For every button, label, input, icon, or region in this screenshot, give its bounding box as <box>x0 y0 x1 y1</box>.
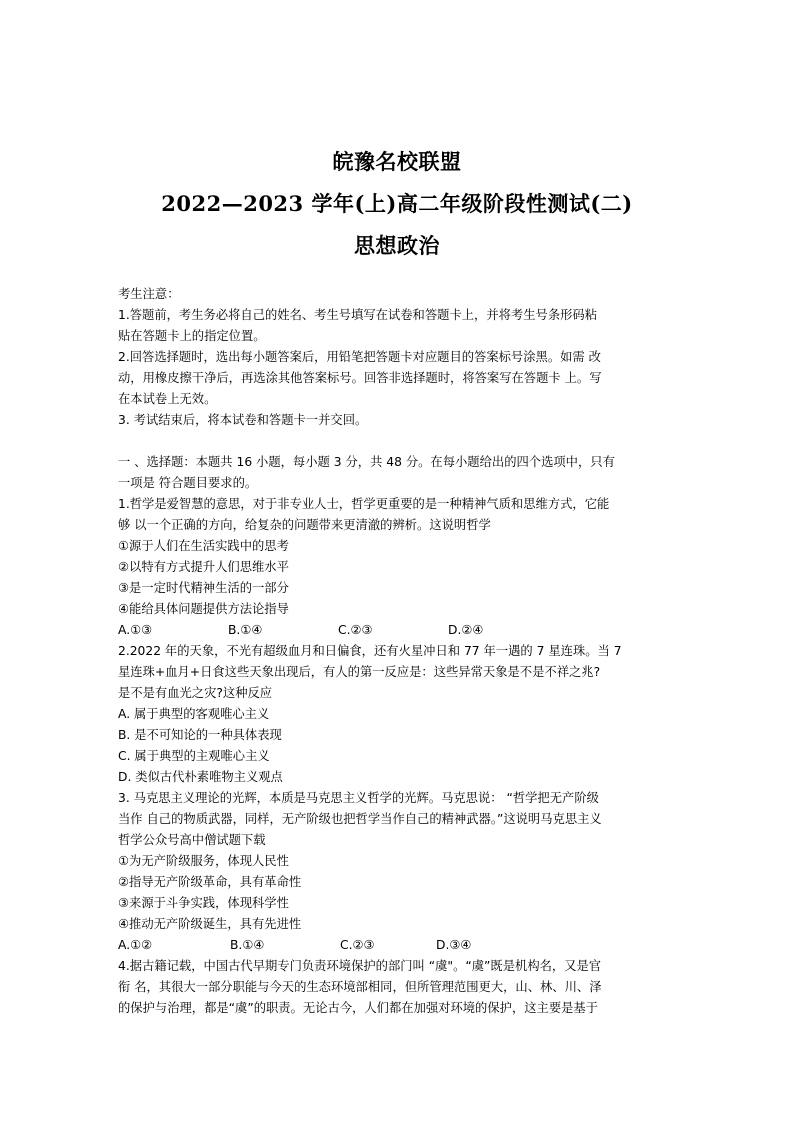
section-heading <box>118 452 683 494</box>
question-stem-line: 够 以一个正确的方向，给复杂的问题带来更清澈的辨析。这说明哲学 <box>118 518 491 532</box>
option-a: A.①② <box>118 938 153 952</box>
option-c: C.②③ <box>338 623 373 637</box>
question-stem-line: 星连珠+血月+日食这些天象出现后，有人的第一反应是：这些异常天象是不是不祥之兆? <box>118 665 601 679</box>
option-a: A. 属于典型的客观唯心主义 <box>118 707 270 721</box>
question-stem-line: 当作 自己的物质武器，同样，无产阶级也把哲学当作自己的精神武器。”这说明马克思主义 <box>118 812 602 826</box>
question-stem-line: 3. 马克思主义理论的光辉，本质是马克思主义哲学的光辉。马克思说： “哲学把无产阶级 <box>118 791 599 805</box>
option-b: B.①④ <box>230 938 265 952</box>
notice-block <box>118 284 683 431</box>
question-stem-line: 是不是有血光之灾?这种反应 <box>118 686 273 700</box>
statement-item: ①源于人们在生活实践中的思考 <box>118 539 289 553</box>
question-stem-line: 2.2022 年的天象，不光有超级血月和日偏食，还有火星冲日和 77 年一遇的 7 星连珠。当 7 <box>118 644 622 658</box>
option-a: A.①③ <box>118 623 153 637</box>
question-4 <box>118 956 683 1019</box>
option-c: C. 属于典型的主观唯心主义 <box>118 749 270 763</box>
answer-options <box>118 935 683 956</box>
statement-item: ④推动无产阶级诞生，具有先进性 <box>118 917 302 931</box>
question-stem-line: 哲学公众号高中僧试题下载 <box>118 833 266 847</box>
question-3 <box>118 788 683 956</box>
option-d: D.②④ <box>448 623 484 637</box>
notice-heading: 考生注意： <box>118 287 180 301</box>
option-c: C.②③ <box>340 938 375 952</box>
notice-line: 贴在答题卡上的指定位置。 <box>118 329 266 343</box>
org-title: 皖豫名校联盟 <box>332 149 462 174</box>
option-b: B. 是不可知论的一种具体表现 <box>118 728 282 742</box>
option-b: B.①④ <box>228 623 263 637</box>
question-1 <box>118 494 683 641</box>
question-stem-line: 4.据古籍记载，中国古代早期专门负责环境保护的部门叫 “虞"。“虞”既是机构名，又是官 <box>118 959 602 973</box>
statement-item: ②指导无产阶级革命，具有革命性 <box>118 875 302 889</box>
notice-line: 1.答题前，考生务必将自己的姓名、考生号填写在试卷和答题卡上，并将考生号条形码粘 <box>118 308 598 322</box>
question-2 <box>118 641 683 788</box>
notice-line: 在本试卷上无效。 <box>118 392 217 406</box>
statement-item: ①为无产阶级服务，体现人民性 <box>118 854 289 868</box>
exam-body <box>118 284 683 1019</box>
subject-title: 思想政治 <box>354 233 440 258</box>
section-line: 一 、选择题：本题共 16 小题，每小题 3 分，共 48 分。在每小题给出的四个选项中，只有 <box>118 455 615 469</box>
answer-options <box>118 620 683 641</box>
statement-item: ③是一定时代精神生活的一部分 <box>118 581 289 595</box>
statement-item: ③来源于斗争实践，体现科学性 <box>118 896 289 910</box>
statement-item: ②以特有方式提升人们思维水平 <box>118 560 289 574</box>
statement-item: ④能给具体问题提供方法论指导 <box>118 602 289 616</box>
notice-line: 2.回答选择题时，选出每小题答案后，用铅笔把答题卡对应题目的答案标号涂黑。如需 改 <box>118 350 601 364</box>
spacer <box>118 431 683 452</box>
notice-line: 3. 考试结束后，将本试卷和答题卡一并交回。 <box>118 413 368 427</box>
section-line: 一项是 符合题目要求的。 <box>118 476 258 490</box>
question-stem-line: 的保护与治理，都是“虞”的职责。无论古今，人们都在加强对环境的保护，这主要是基于 <box>118 1001 599 1015</box>
option-d: D. 类似古代朴素唯物主义观点 <box>118 770 283 784</box>
question-stem-line: 衔 名，其很大一部分职能与今天的生态环境部相同，但所管理范围更大，山、林、川、泽 <box>118 980 602 994</box>
exam-title: 2022—2023 学年(上)高二年级阶段性测试(二) <box>161 191 633 216</box>
option-d: D.③④ <box>436 938 472 952</box>
notice-line: 动，用橡皮擦干净后，再选涂其他答案标号。回答非选择题时，将答案写在答题卡 上。写 <box>118 371 602 385</box>
question-stem-line: 1.哲学是爱智慧的意思，对于非专业人士，哲学更重要的是一种精神气质和思维方式，它能 <box>118 497 610 511</box>
